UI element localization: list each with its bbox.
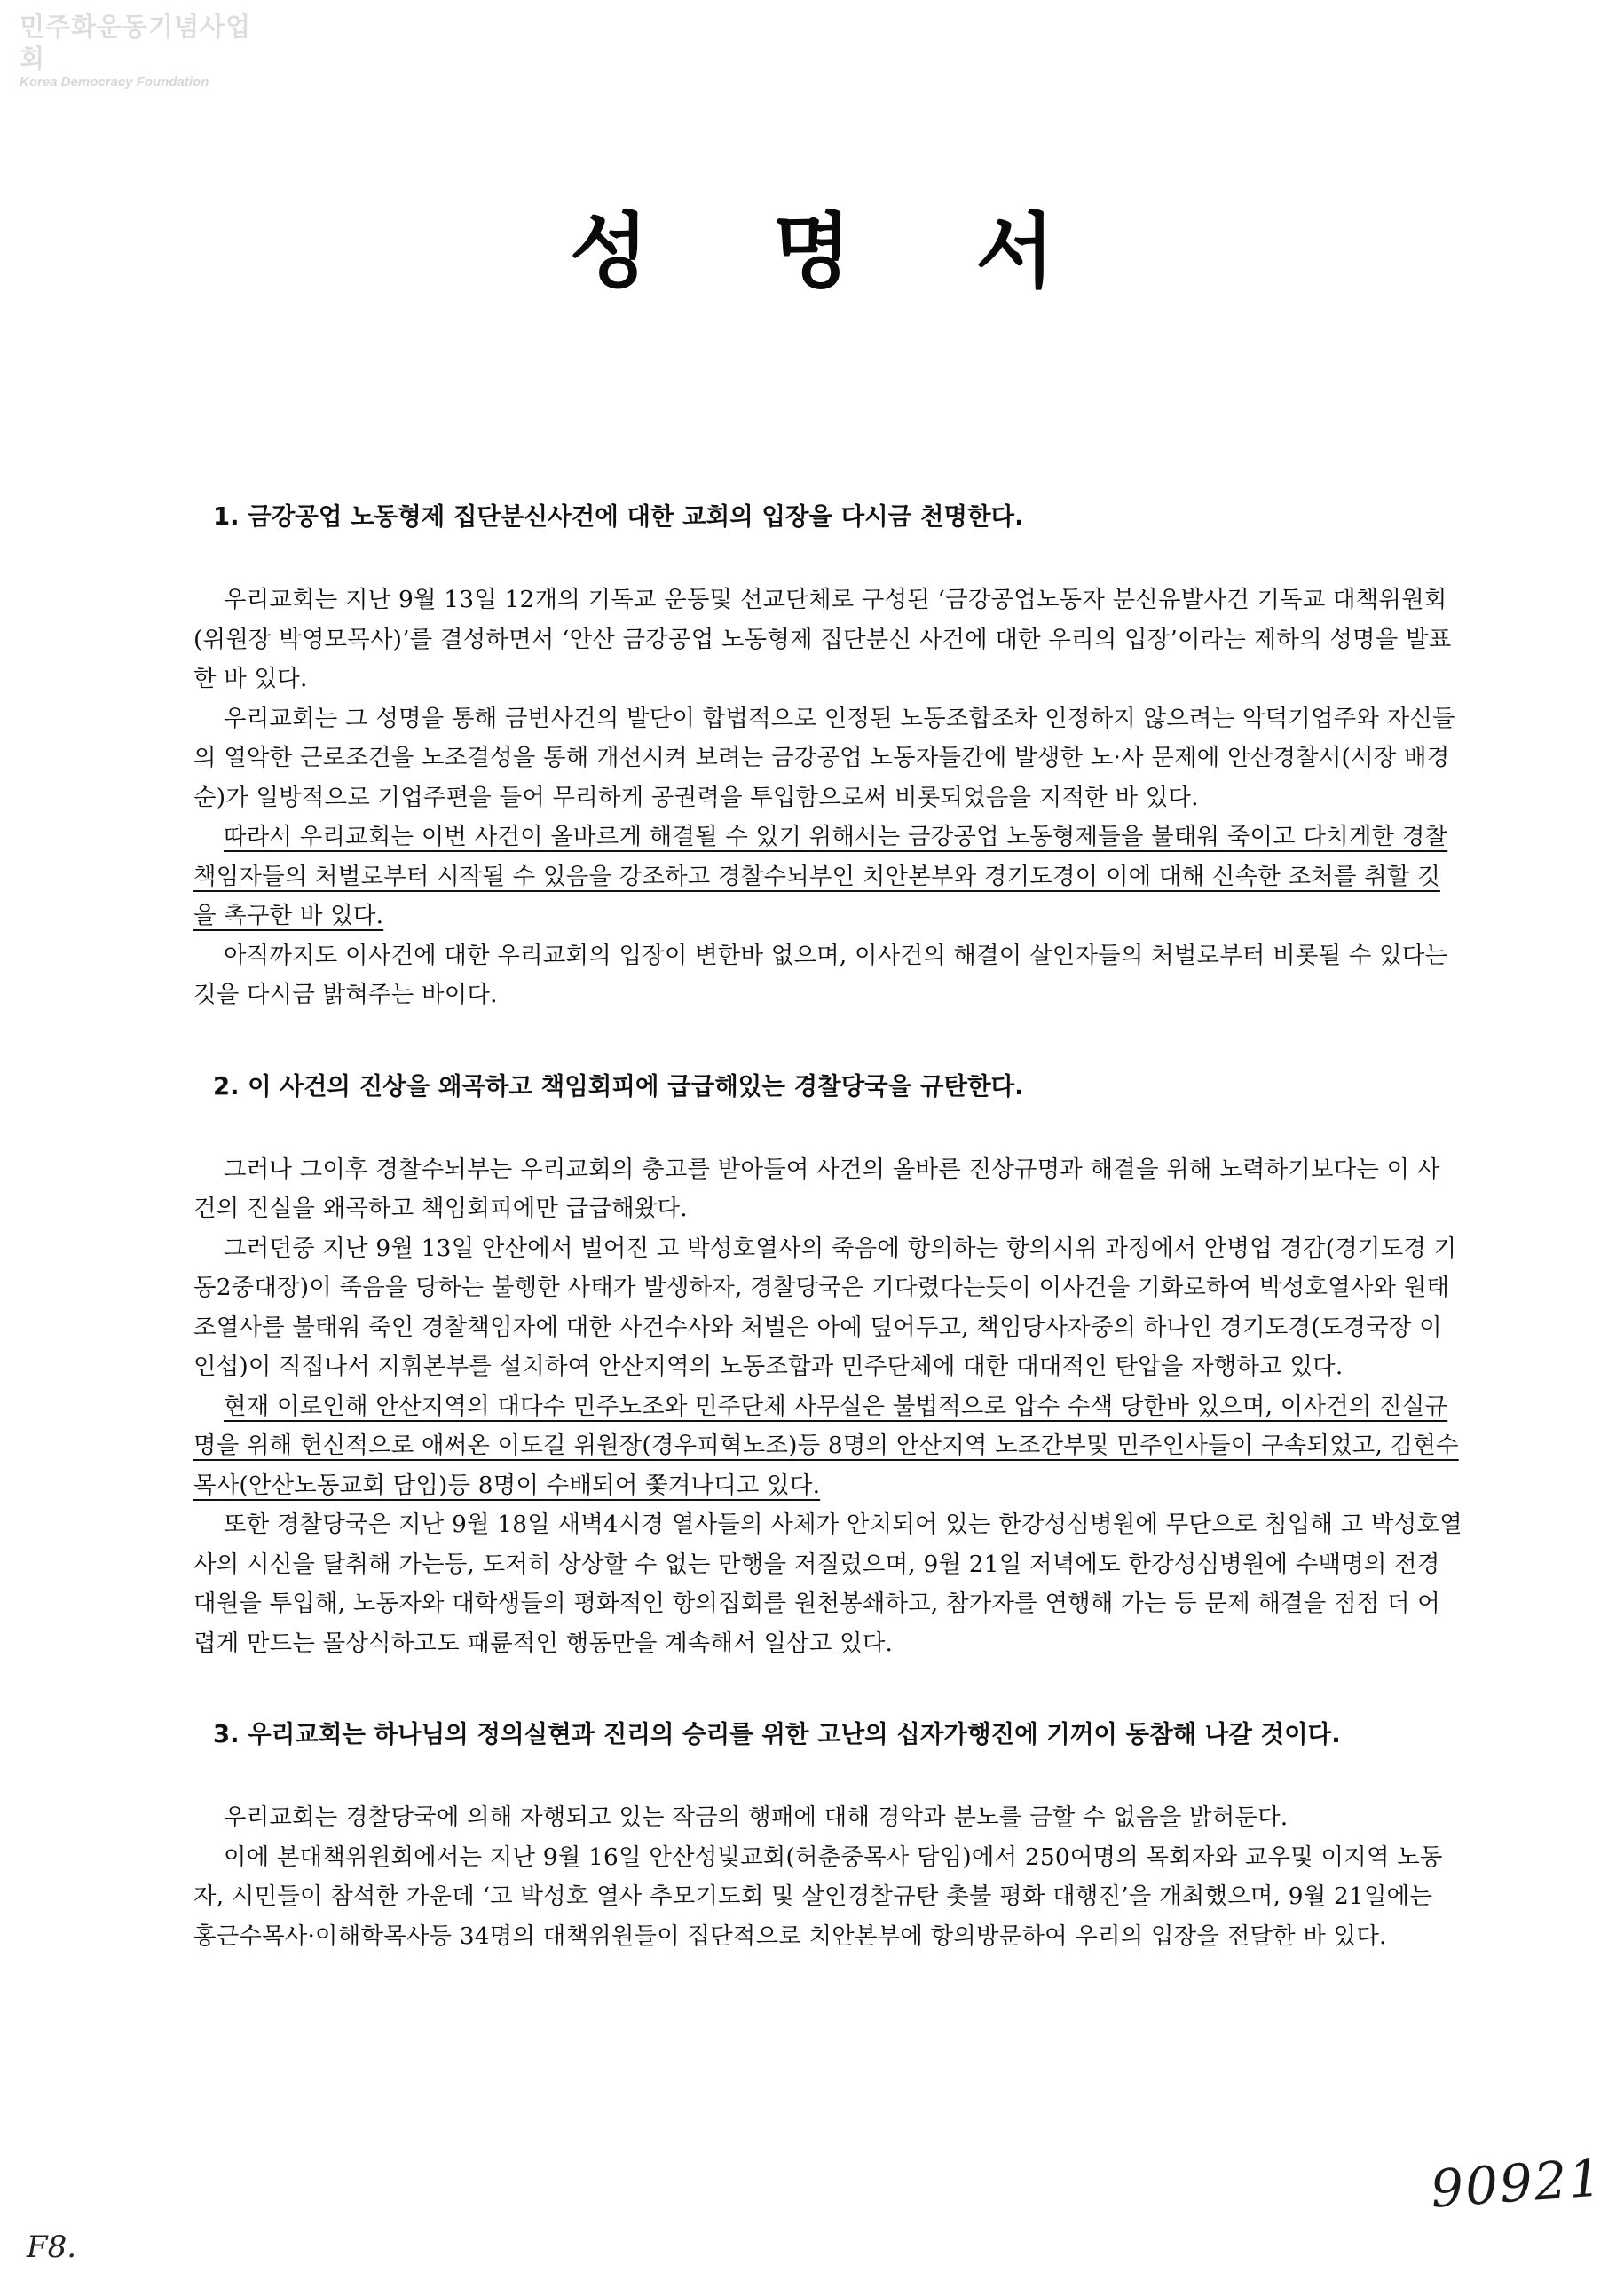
watermark-korean: 민주화운동기념사업회	[20, 12, 252, 74]
paragraph: 그러나 그이후 경찰수뇌부는 우리교회의 충고를 받아들여 사건의 올바른 진상규명과 해결을 위해 노력하기보다는 이 사건의 진실을 왜곡하고 책임회피에만 급급해왔다.	[193, 1155, 1440, 1222]
paragraph: 또한 경찰당국은 지난 9월 18일 새벽4시경 열사들의 사체가 안치되어 있는 한강성심병원에 무단으로 침입해 고 박성호열사의 시신을 탈취해 가는등, 도저히 상상할 수 없는 만행을 저질렀으며, 9월 21일 저녁에도 한강성심병원에 수백명의 전경대원을 투입해, 노동자와 대학생들의 평화적인 항의집회를 원천봉쇄하고, 참가자를 연행해 가는 등 문제 해결을 점점 더 어렵게 만드는 몰상식하고도 패륜적인 행동만을 계속해서 일삼고 있다.	[193, 1511, 1462, 1657]
section-heading: 3. 우리교회는 하나님의 정의실현과 진리의 승리를 위한 고난의 십자가행진에 기꺼이 동참해 나갈 것이다.	[213, 1720, 1341, 1748]
paragraph: 이에 본대책위원회에서는 지난 9월 16일 안산성빛교회(허춘중목사 담임)에서 250여명의 목회자와 교우및 이지역 노동자, 시민들이 참석한 가운데 ‘고 박성호 열사 추모기도회 및 살인경찰규탄 촛불 평화 대행진’을 개최했으며, 9월 21일에는 홍근수목사·이해학목사등 34명의 대책위원들이 집단적으로 치안본부에 항의방문하여 우리의 입장을 전달한 바 있다.	[193, 1843, 1443, 1950]
handwritten-corner-mark: F8.	[27, 2230, 77, 2265]
handwritten-number: 90921	[1428, 2147, 1605, 2220]
paragraph: 우리교회는 경찰당국에 의해 자행되고 있는 작금의 행패에 대해 경악과 분노를 금할 수 없음을 밝혀둔다.	[224, 1803, 1289, 1831]
underlined-paragraph: 현재 이로인해 안산지역의 대다수 민주노조와 민주단체 사무실은 불법적으로 압수 수색 당한바 있으며, 이사건의 진실규명을 위해 헌신적으로 애써온 이도길 위원장(경우피혁노조)등 8명의 안산지역 노조간부및 민주인사들이 구속되었고, 김현수목사(안산노동교회 담임)등 8명이 수배되어 쫓겨나디고 있다.	[193, 1392, 1459, 1499]
foundation-watermark	[20, 11, 277, 91]
paragraph: 우리교회는 지난 9월 13일 12개의 기독교 운동및 선교단체로 구성된 ‘금강공업노동자 분신유발사건 기독교 대책위원회(위원장 박영모목사)’를 결성하면서 ‘안산 금강공업 노동형제 집단분신 사건에 대한 우리의 입장’이라는 제하의 성명을 발표한 바 있다.	[193, 586, 1452, 692]
section-2	[193, 1067, 1462, 1664]
underlined-paragraph: 따라서 우리교회는 이번 사건이 올바르게 해결될 수 있기 위해서는 금강공업 노동형제들을 불태워 죽이고 다치게한 경찰책임자들의 처벌로부터 시작될 수 있음을 강조하고 경찰수뇌부인 치안본부와 경기도경이 이에 대해 신속한 조처를 취할 것을 촉구한 바 있다.	[193, 823, 1448, 929]
watermark-english: Korea Democracy Foundation	[20, 75, 209, 90]
paragraph: 그러던중 지난 9월 13일 안산에서 벌어진 고 박성호열사의 죽음에 항의하는 항의시위 과정에서 안병업 경감(경기도경 기동2중대장)이 죽음을 당하는 불행한 사태가 발생하자, 경찰당국은 기다렸다는듯이 이사건을 기화로하여 박성호열사와 원태조열사를 불태워 죽인 경찰책임자에 대한 사건수사와 처벌은 아예 덮어두고, 책임당사자중의 하나인 경기도경(도경국장 이인섭)이 직접나서 지휘본부를 설치하여 안산지역의 노동조합과 민주단체에 대한 대대적인 탄압을 자행하고 있다.	[193, 1234, 1457, 1380]
section-1	[193, 497, 1462, 1015]
section-heading: 2. 이 사건의 진상을 왜곡하고 책임회피에 급급해있는 경찰당국을 규탄한다.	[213, 1071, 1024, 1101]
section-3	[193, 1715, 1462, 1956]
paragraph: 우리교회는 그 성명을 통해 금번사건의 발단이 합법적으로 인정된 노동조합조차 인정하지 않으려는 악덕기업주와 자신들의 열악한 근로조건을 노조결성을 통해 개선시켜 보려는 금강공업 노동자들간에 발생한 노·사 문제에 안산경찰서(서장 배경순)가 일방적으로 기업주편을 들어 무리하게 공권력을 투입함으로써 비롯되었음을 지적한 바 있다.	[193, 704, 1455, 811]
document-title: 성명서	[569, 203, 1179, 299]
section-heading: 1. 금강공업 노동형제 집단분신사건에 대한 교회의 입장을 다시금 천명한다.	[213, 502, 1024, 531]
paragraph: 아직까지도 이사건에 대한 우리교회의 입장이 변한바 없으며, 이사건의 해결이 살인자들의 처벌로부터 비롯될 수 있다는 것을 다시금 밝혀주는 바이다.	[193, 941, 1448, 1008]
document-body	[193, 497, 1462, 1956]
